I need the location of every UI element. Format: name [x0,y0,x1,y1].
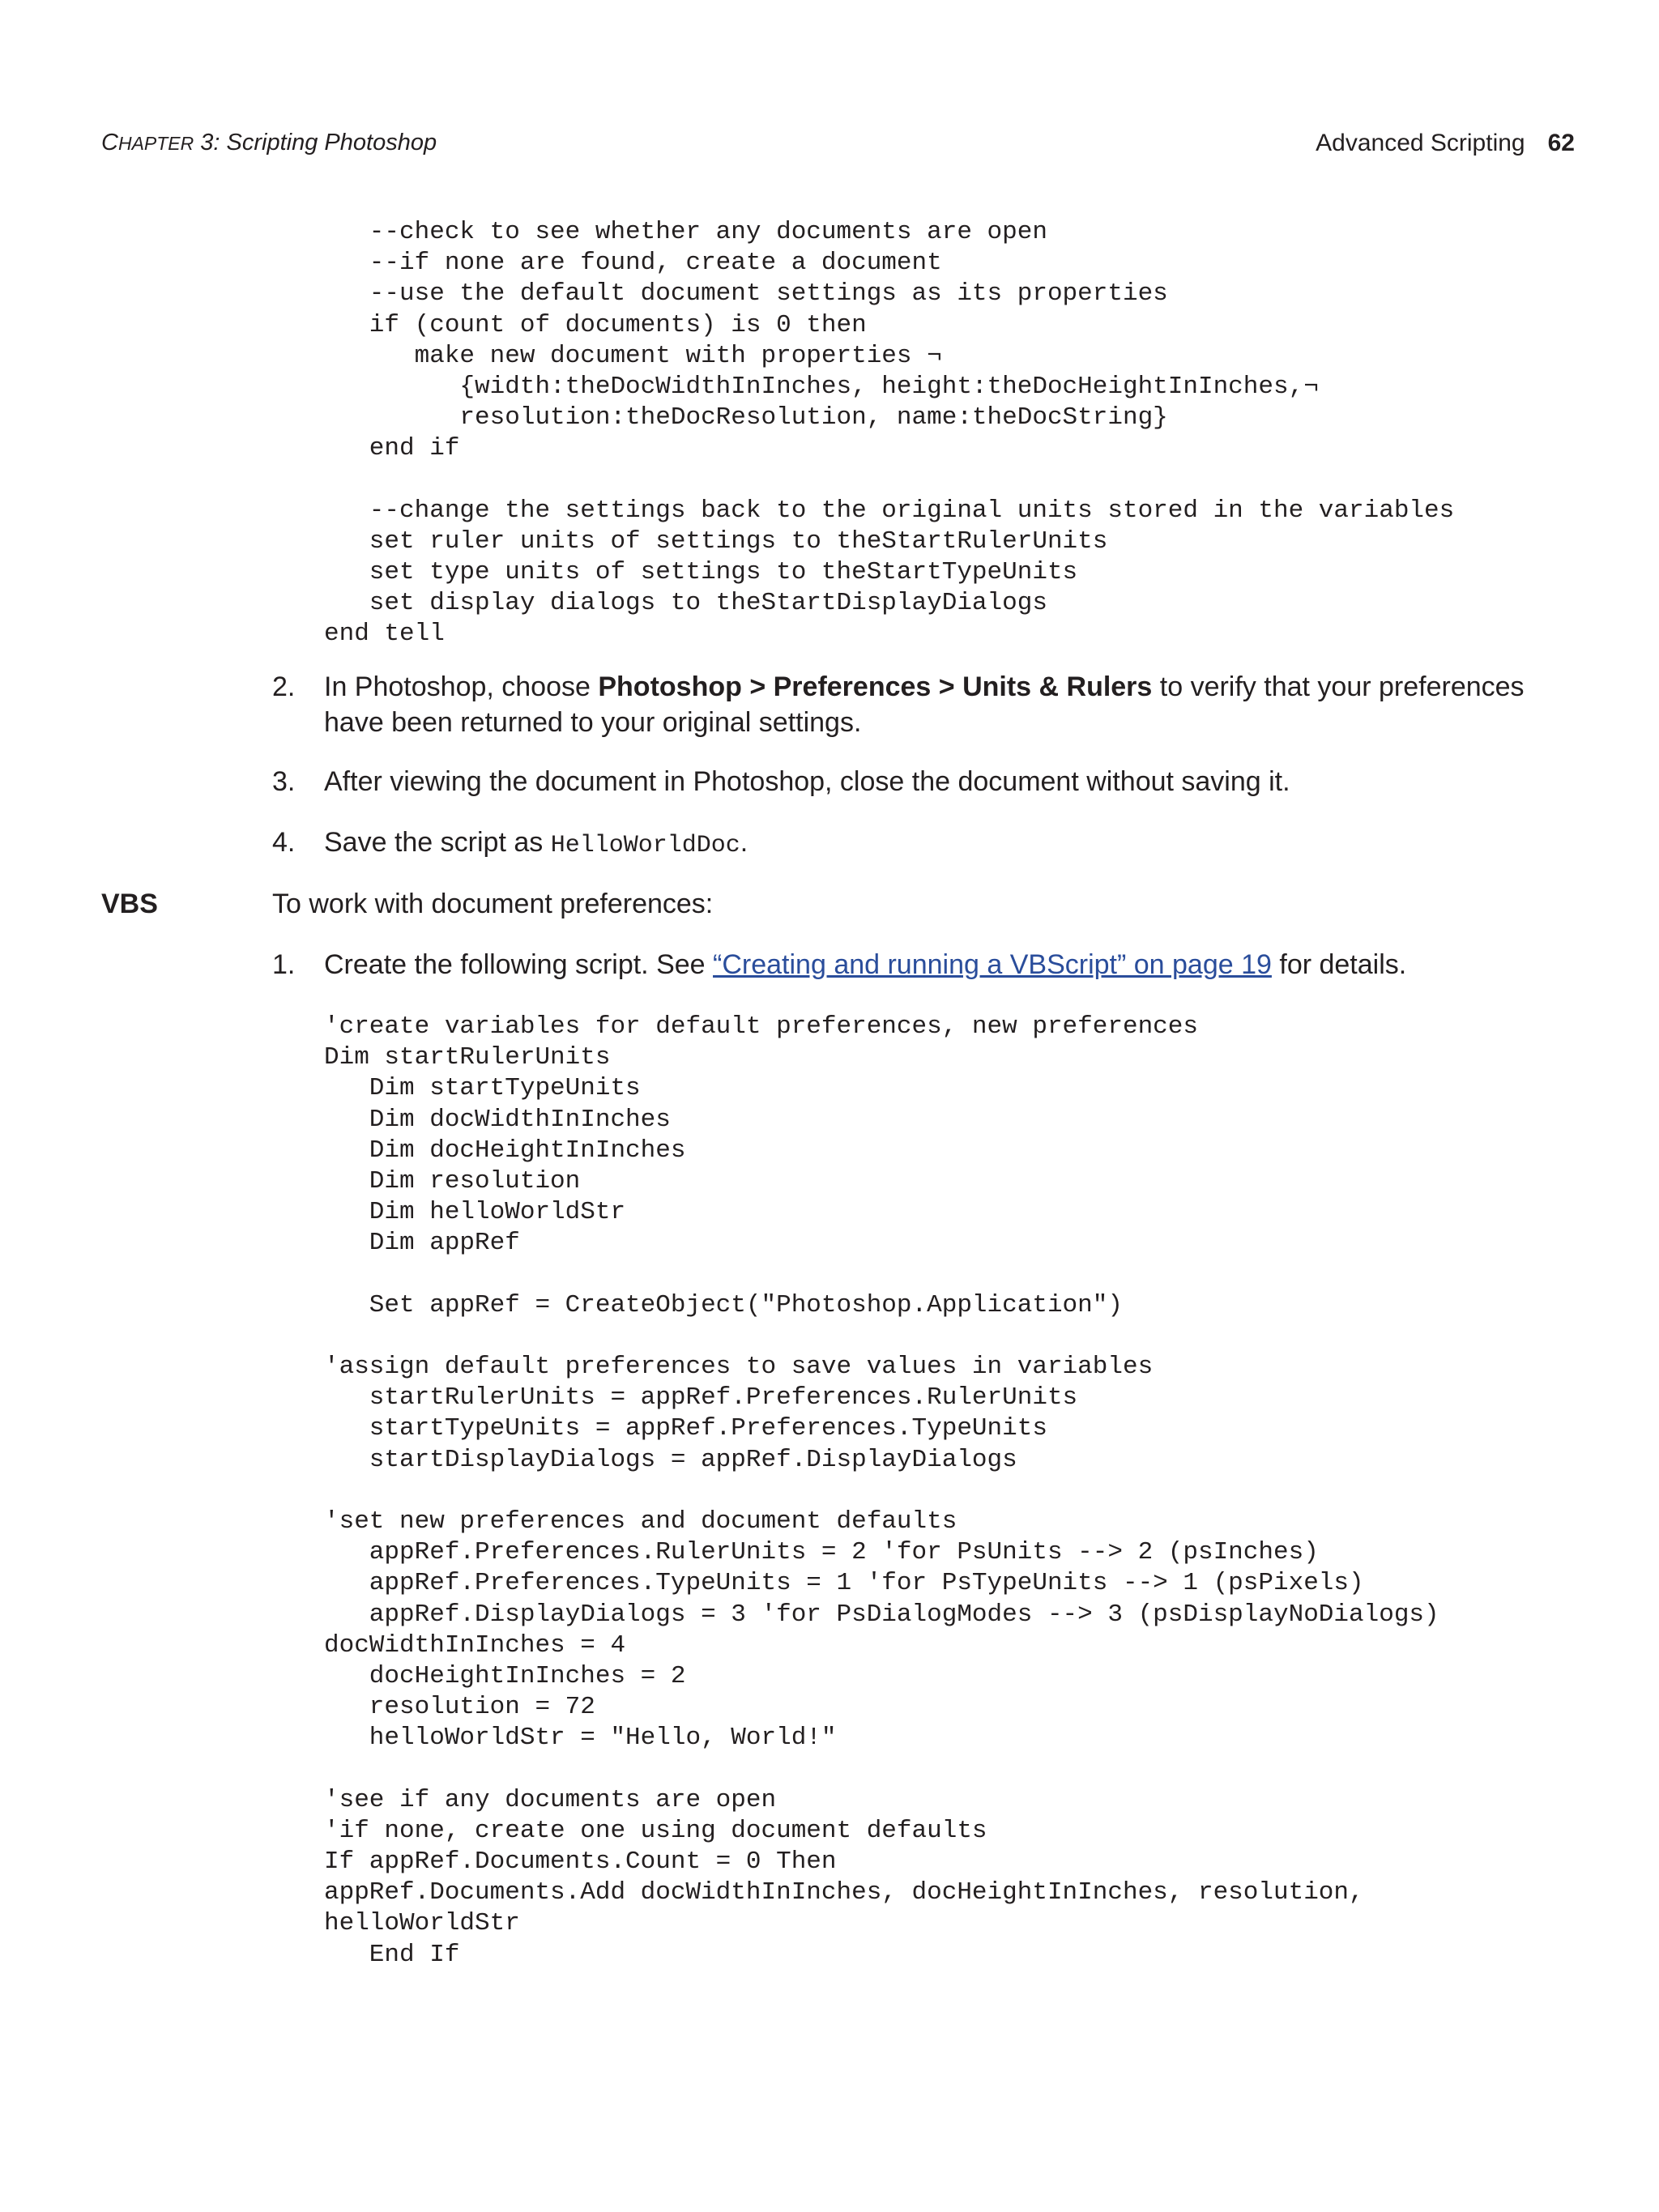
code-line: helloWorldStr = "Hello, World!" [324,1724,837,1753]
vbs-label: VBS [101,889,158,919]
chapter-title: 3: Scripting Photoshop [194,130,437,156]
code-line: docWidthInInches = 4 [324,1630,626,1660]
code-line: appRef.Preferences.RulerUnits = 2 'for PsUnits --> 2 (psInches) [324,1538,1319,1567]
code-line [324,1754,1439,1785]
code-line: Set appRef = CreateObject("Photoshop.Application") [324,1290,1123,1319]
chapter-header [101,130,437,156]
code-line: appRef.Preferences.TypeUnits = 1 'for PsTypeUnits --> 1 (psPixels) [324,1569,1364,1598]
code-line: set ruler units of settings to theStartRulerUnits [324,526,1108,556]
code-line: Dim docWidthInInches [324,1105,671,1134]
code-line [324,1321,1439,1352]
code-line: {width:theDocWidthInInches, height:theDocHeightInInches,¬ [324,372,1319,401]
code-line: startRulerUnits = appRef.Preferences.RulerUnits [324,1383,1078,1413]
code-line: Dim helloWorldStr [324,1198,626,1227]
code-line: Dim docHeightInInches [324,1136,686,1165]
step-2-text: In Photoshop, choose Photoshop > Preferences > Units & Rulers to verify that your preferences have been returned to your original settings. [324,671,1525,738]
code-line: docHeightInInches = 2 [324,1661,686,1690]
step-number: 4. [272,827,296,858]
code-line: end if [324,434,460,463]
code-line: Dim startRulerUnits [324,1043,611,1072]
section-header [1316,130,1575,157]
code-line: set display dialogs to theStartDisplayDialogs [324,589,1047,618]
code-line: 'set new preferences and document defaults [324,1507,957,1536]
code-line: --change the settings back to the original units stored in the variables [324,496,1455,525]
code-line: resolution:theDocResolution, name:theDocString} [324,403,1168,433]
code-line [324,1259,1439,1290]
code-line: if (count of documents) is 0 then [324,310,867,339]
code-line: --if none are found, create a document [324,249,942,278]
step-3-text: After viewing the document in Photoshop, close the document without saving it. [324,766,1290,797]
code-line: 'create variables for default preferences, new preferences [324,1012,1198,1041]
step-4-text: Save the script as HelloWorldDoc. [324,827,748,859]
code-line: --check to see whether any documents are open [324,218,1047,246]
vbscript-code-block [324,1012,1439,1971]
code-line: If appRef.Documents.Count = 0 Then [324,1848,837,1877]
step-number: 1. [272,949,296,980]
script-name: HelloWorldDoc [550,832,740,859]
code-line: Dim appRef [324,1229,520,1258]
page-number: 62 [1547,130,1575,156]
section-title: Advanced Scripting [1316,130,1525,156]
code-line: 'if none, create one using document defaults [324,1816,987,1845]
code-line: end tell [324,620,445,649]
chapter-word: HAPTER [117,133,194,154]
code-line: appRef.DisplayDialogs = 3 'for PsDialogModes --> 3 (psDisplayNoDialogs) [324,1600,1439,1629]
vbs-intro: To work with document preferences: [272,889,714,919]
code-line: 'see if any documents are open [324,1785,777,1814]
code-line: startTypeUnits = appRef.Preferences.TypeUnits [324,1414,1047,1443]
code-line: End If [324,1940,460,1969]
code-line: helloWorldStr [324,1909,520,1938]
code-line: Dim startTypeUnits [324,1074,641,1103]
applescript-code-block [324,217,1454,650]
code-line: 'assign default preferences to save values in variables [324,1353,1154,1382]
code-line [324,465,1454,496]
code-line: make new document with properties ¬ [324,341,942,370]
code-line: set type units of settings to theStartTypeUnits [324,558,1078,587]
code-line: resolution = 72 [324,1693,595,1722]
menu-path: Photoshop > Preferences > Units & Rulers [598,671,1153,702]
code-line: startDisplayDialogs = appRef.DisplayDialogs [324,1445,1017,1474]
vbs-step-1-text: Create the following script. See “Creating and running a VBScript” on page 19 for details. [324,949,1407,980]
chapter-initial: C [101,130,118,156]
code-line: --use the default document settings as its properties [324,279,1168,309]
code-line: appRef.Documents.Add docWidthInInches, docHeightInInches, resolution, [324,1878,1364,1907]
step-number: 3. [272,766,296,797]
cross-reference-link[interactable]: “Creating and running a VBScript” on page 19 [713,949,1272,980]
step-number: 2. [272,671,296,702]
code-line [324,1476,1439,1507]
code-line: Dim resolution [324,1166,581,1196]
